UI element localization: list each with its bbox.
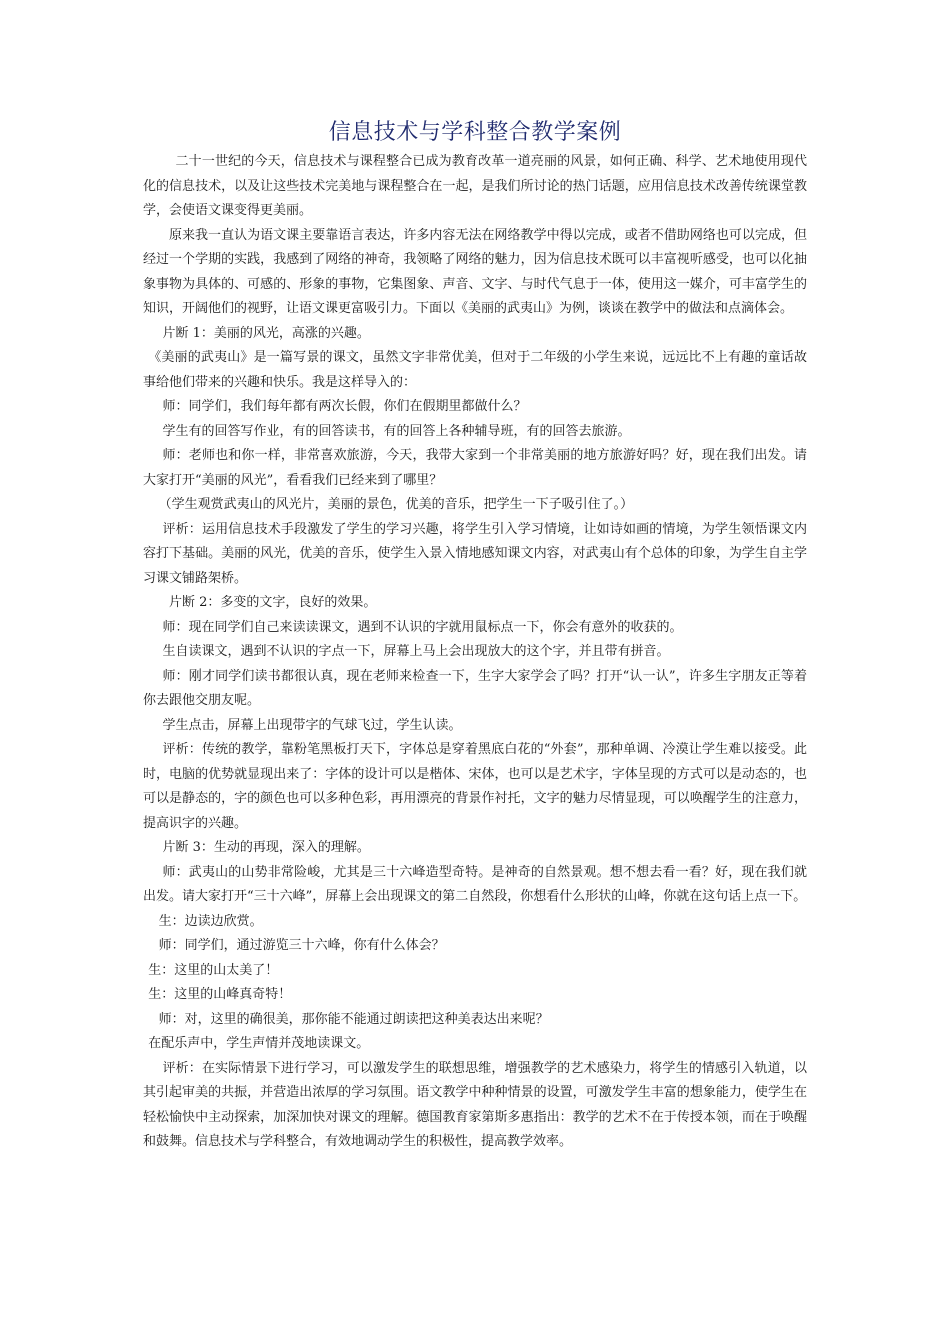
paragraph: 师：同学们，通过游览三十六峰，你有什么体会？ <box>158 938 445 953</box>
paragraph: 评析：传统的教学，靠粉笔黑板打天下，字体总是穿着黑底白花的“外套”，那种单调、冷漠让学生难以接受。此时，电脑的优势就显现出来了：字体的设计可以是楷体、宋体，也可以是艺术字，字体呈现的方式可以是动态的，也可以是静态的，字的颜色也可以多种色彩，再用漂亮的背景作衬托，文字的魅力尽情显现，可以唤醒学生的注意力，提高识字的兴趣。 <box>143 742 807 831</box>
paragraph: 生：这里的山峰真奇特！ <box>148 987 292 1002</box>
paragraph: 《美丽的武夷山》是一篇写景的课文，虽然文字非常优美，但对于二年级的小学生来说，远远比不上有趣的童话故事给他们带来的兴趣和快乐。我是这样导入的： <box>143 350 807 390</box>
paragraph: 学生有的回答写作业，有的回答读书，有的回答上各种辅导班，有的回答去旅游。 <box>162 423 631 439</box>
paragraph: 生：边读边欣赏。 <box>158 913 263 929</box>
paragraph: 生：这里的山太美了！ <box>148 962 279 978</box>
paragraph: 评析：在实际情景下进行学习，可以激发学生的联想思维，增强教学的艺术感染力，将学生的情感引入轨道，以其引起审美的共振，并营造出浓厚的学习氛围。语文教学中种种情景的设置，可激发学生丰富的想象能力，使学生在轻松愉快中主动探索，加深加快对课文的理解。德国教育家第斯多惠指出：教学的艺术不在于传授本领，而在于唤醒和鼓舞。信息技术与学科整合，有效地调动学生的积极性，提高教学效率。 <box>143 1060 807 1149</box>
paragraph: 学生点击，屏幕上出现带字的气球飞过，学生认读。 <box>162 717 462 733</box>
paragraph: 师：对，这里的确很美，那你能不能通过朗读把这种美表达出来呢？ <box>158 1011 549 1027</box>
paragraph: 师：武夷山的山势非常险峻，尤其是三十六峰造型奇特。是神奇的自然景观。想不想去看一看？好，现在我们就出发。请大家打开“三十六峰”，屏幕上会出现课文的第二自然段，你想看什么形状的山峰，你就在这句话上点一下。 <box>143 864 807 904</box>
paragraph: 片断 3：生动的再现，深入的理解。 <box>162 840 370 855</box>
paragraph: 在配乐声中，学生声情并茂地读课文。 <box>148 1036 370 1051</box>
paragraph: 片断 1：美丽的风光，高涨的兴趣。 <box>162 325 370 341</box>
paragraph: （学生观赏武夷山的风光片，美丽的景色，优美的音乐，把学生一下子吸引住了。） <box>158 497 634 512</box>
paragraph: 生自读课文，遇到不认识的字点一下，屏幕上马上会出现放大的这个字，并且带有拼音。 <box>162 644 670 659</box>
paragraph: 二十一世纪的今天，信息技术与课程整合已成为教育改革一道亮丽的风景，如何正确、科学、艺术地使用现代化的信息技术，以及让这些技术完美地与课程整合在一起，是我们所讨论的热门话题，应用信息技术改善传统课堂教学，会使语文课变得更美丽。 <box>143 154 807 218</box>
paragraph: 片断 2：多变的文字，良好的效果。 <box>169 595 377 610</box>
paragraph: 师：刚才同学们读书都很认真，现在老师来检查一下，生字大家学会了吗？打开“认一认”，许多生字朋友正等着你去跟他交朋友呢。 <box>143 668 807 708</box>
paragraph: 师：老师也和你一样，非常喜欢旅游，今天，我带大家到一个非常美丽的地方旅游好吗？好，现在我们出发。请大家打开“美丽的风光”，看看我们已经来到了哪里？ <box>143 448 807 488</box>
paragraph: 原来我一直认为语文课主要靠语言表达，许多内容无法在网络教学中得以完成，或者不借助网络也可以完成，但经过一个学期的实践，我感到了网络的神奇，我领略了网络的魅力，因为信息技术既可以丰富视听感受，也可以化抽象事物为具体的、可感的、形象的事物，它集图象、声音、文字、与时代气息于一体，使用这一媒介，可丰富学生的知识，开阔他们的视野，让语文课更富吸引力。下面以《美丽的武夷山》为例，谈谈在教学中的做法和点滴体会。 <box>143 227 807 316</box>
document-body <box>143 150 807 1155</box>
paragraph: 评析：运用信息技术手段激发了学生的学习兴趣，将学生引入学习情境，让如诗如画的情境，为学生领悟课文内容打下基础。美丽的风光，优美的音乐，使学生入景入情地感知课文内容，对武夷山有个总体的印象，为学生自主学习课文铺路架桥。 <box>143 521 807 586</box>
paragraph: 师：同学们，我们每年都有两次长假，你们在假期里都做什么？ <box>162 399 527 414</box>
document-title: 信息技术与学科整合教学案例 <box>328 120 622 145</box>
paragraph: 师：现在同学们自己来读读课文，遇到不认识的字就用鼠标点一下，你会有意外的收获的。 <box>162 619 683 635</box>
